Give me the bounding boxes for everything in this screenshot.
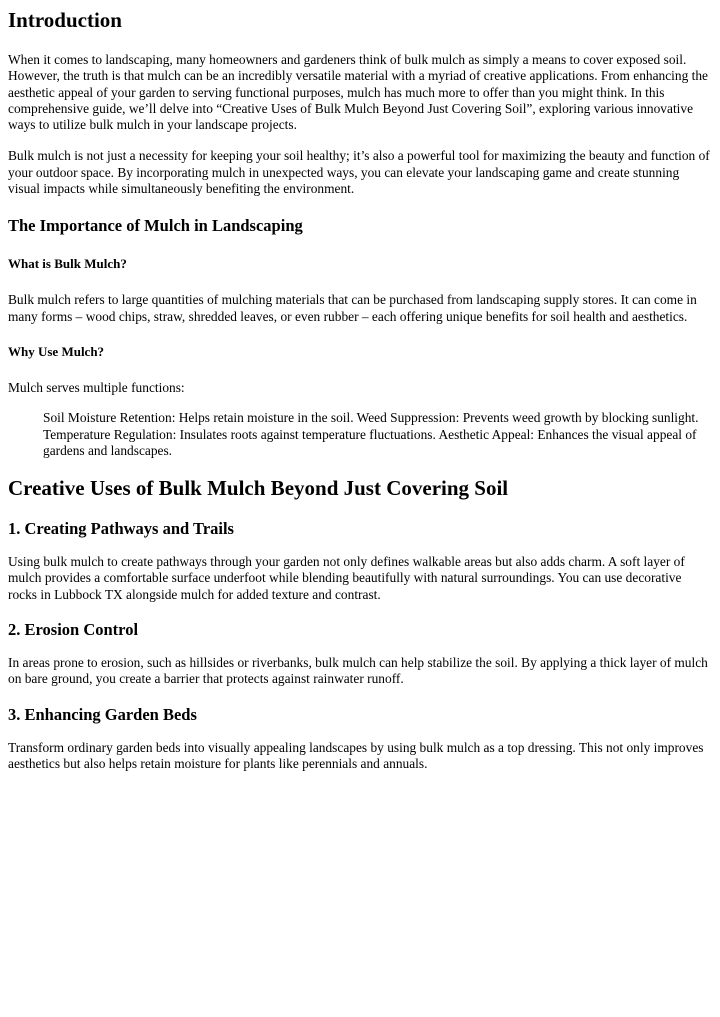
pathways-text: Using bulk mulch to create pathways through your garden not only defines walkable areas but also adds charm. A soft layer of mulch provides a comfortable surface underfoot while blending beautifully with natural surroundings. You can use decorative rocks in Lubbock TX alongside mulch for added texture and contrast. — [8, 554, 685, 602]
mulch-functions-block: Soil Moisture Retention: Helps retain moisture in the soil. Weed Suppression: Prevents weed growth by blocking sunlight. Temperature Regulation: Insulates roots against temperature fluctuations. Aesthetic Appeal: Enhances the visual appeal of gardens and landscapes. — [43, 410, 699, 458]
pathways-heading: 1. Creating Pathways and Trails — [8, 519, 234, 539]
importance-heading: The Importance of Mulch in Landscaping — [8, 216, 303, 236]
what-is-bulk-mulch-heading: What is Bulk Mulch? — [8, 256, 127, 272]
creative-uses-heading: Creative Uses of Bulk Mulch Beyond Just Covering Soil — [8, 476, 509, 501]
erosion-control-heading: 2. Erosion Control — [8, 620, 139, 640]
intro-paragraph-2: Bulk mulch is not just a necessity for keeping your soil healthy; it’s also a powerful tool for maximizing the beauty and function of your outdoor space. By incorporating mulch in unexpected ways, you can elevate your landscaping game and create stunning visual impacts while simultaneously benefiting the environment. — [8, 148, 710, 197]
intro-heading: Introduction — [8, 8, 122, 32]
erosion-control-text: In areas prone to erosion, such as hillsides or riverbanks, bulk mulch can help stabilize the soil. By applying a thick layer of mulch on bare ground, you create a barrier that protects against rainwater runoff. — [8, 655, 708, 687]
what-is-bulk-mulch-text: Bulk mulch refers to large quantities of mulching materials that can be purchased from landscaping supply stores. It can come in many forms – wood chips, straw, shredded leaves, or even rubber – each offering unique benefits for soil health and aesthetics. — [8, 292, 697, 324]
intro-paragraph-1: When it comes to landscaping, many homeowners and gardeners think of bulk mulch as simply a means to cover exposed soil. However, the truth is that mulch can be an incredibly versatile material with a myriad of creative applications. From enhancing the aesthetic appeal of your garden to serving functional purposes, mulch has much more to offer than you might think. In this comprehensive guide, we’ll delve into “Creative Uses of Bulk Mulch Beyond Just Covering Soil”, exploring various innovative ways to utilize bulk mulch in your landscape projects. — [8, 52, 709, 133]
why-use-mulch-heading: Why Use Mulch? — [8, 343, 105, 359]
garden-beds-text: Transform ordinary garden beds into visually appealing landscapes by using bulk mulch as a top dressing. This not only improves aesthetics but also helps retain moisture for plants like perennials and annuals. — [8, 739, 704, 771]
garden-beds-heading: 3. Enhancing Garden Beds — [8, 704, 197, 724]
why-use-mulch-text: Mulch serves multiple functions: — [8, 379, 185, 395]
